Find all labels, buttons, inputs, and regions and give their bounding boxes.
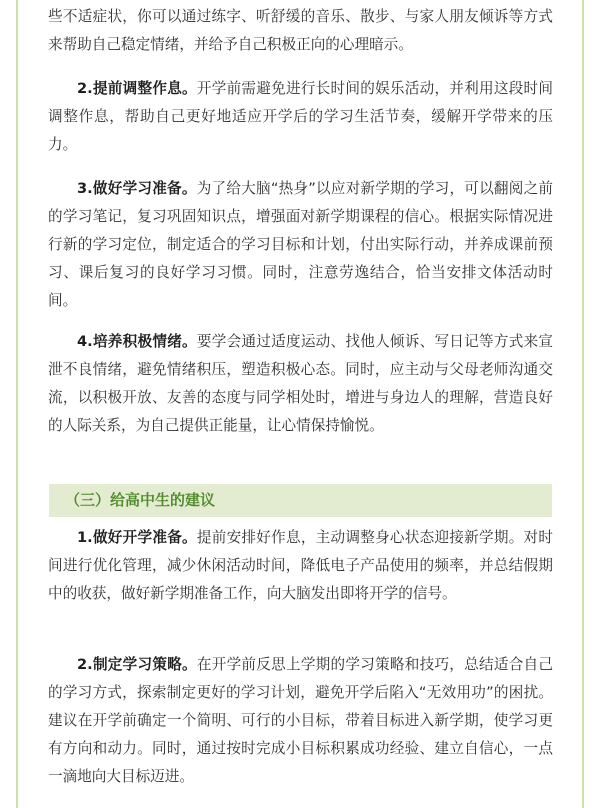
tip-study-prep-body: 为了给大脑“热身”以应对新学期的学习，可以翻阅之前的学习笔记，复习巩固知识点，增强面对新学期课程的信心。根据实际情况进行新的学习定位，制定适合的学习目标和计划，付出实际行动，并养成课前预习、课后复习的良好学习习惯。同时，注意劳逸结合，恰当安排文体活动时间。 [48,180,554,309]
tip-adjust-schedule-heading: 2.提前调整作息。 [77,80,197,97]
tip-positive-emotion-heading: 4.培养积极情绪。 [77,333,197,350]
tip-adjust-schedule-body: 开学前需避免进行长时间的娱乐活动，并利用这段时间调整作息，帮助自己更好地适应开学后的学习生活节奏，缓解开学带来的压力。 [48,80,553,153]
hs-tip-prepare-paragraph [48,524,553,608]
hs-tip-prepare-body: 提前安排好作息，主动调整身心状态迎接新学期。对时间进行优化管理，减少休闲活动时间，降低电子产品使用的频率，并总结假期中的收获，做好新学期准备工作，向大脑发出即将开学的信号。 [48,529,553,602]
hs-tip-strategy-heading: 2.制定学习策略。 [77,656,197,673]
hs-tip-strategy-paragraph [48,651,553,791]
tip-study-prep-heading: 3.做好学习准备。 [77,180,197,197]
tip-study-prep-paragraph [48,175,553,315]
section-title: （三）给高中生的建议 [65,491,216,509]
tip-positive-emotion-paragraph [48,328,553,440]
intro-continuation-paragraph: 些不适症状，你可以通过练字、听舒缓的音乐、散步、与家人朋友倾诉等方式来帮助自己稳定情绪，并给予自己积极正向的心理暗示。 [48,8,553,53]
tip-positive-emotion-body: 要学会通过适度运动、找他人倾诉、写日记等方式来宣泄不良情绪，避免情绪积压，塑造积极心态。同时，应主动与父母老师沟通交流，以积极开放、友善的态度与同学相处时，增进与身边人的理解，营造良好的人际关系，为自己提供正能量，让心情保持愉悦。 [48,333,553,434]
tip-adjust-schedule-paragraph [48,75,553,159]
hs-tip-strategy-body: 在开学前反思上学期的学习策略和技巧，总结适合自己的学习方式，探索制定更好的学习计划，避免开学后陷入“无效用功”的困扰。建议在开学前确定一个简明、可行的小目标，带着目标进入新学期，使学习更有方向和动力。同时，通过按时完成小目标积累成功经验、建立自信心，一点一滴地向大目标迈进。 [48,656,553,785]
hs-tip-prepare-heading: 1.做好开学准备。 [77,529,197,546]
